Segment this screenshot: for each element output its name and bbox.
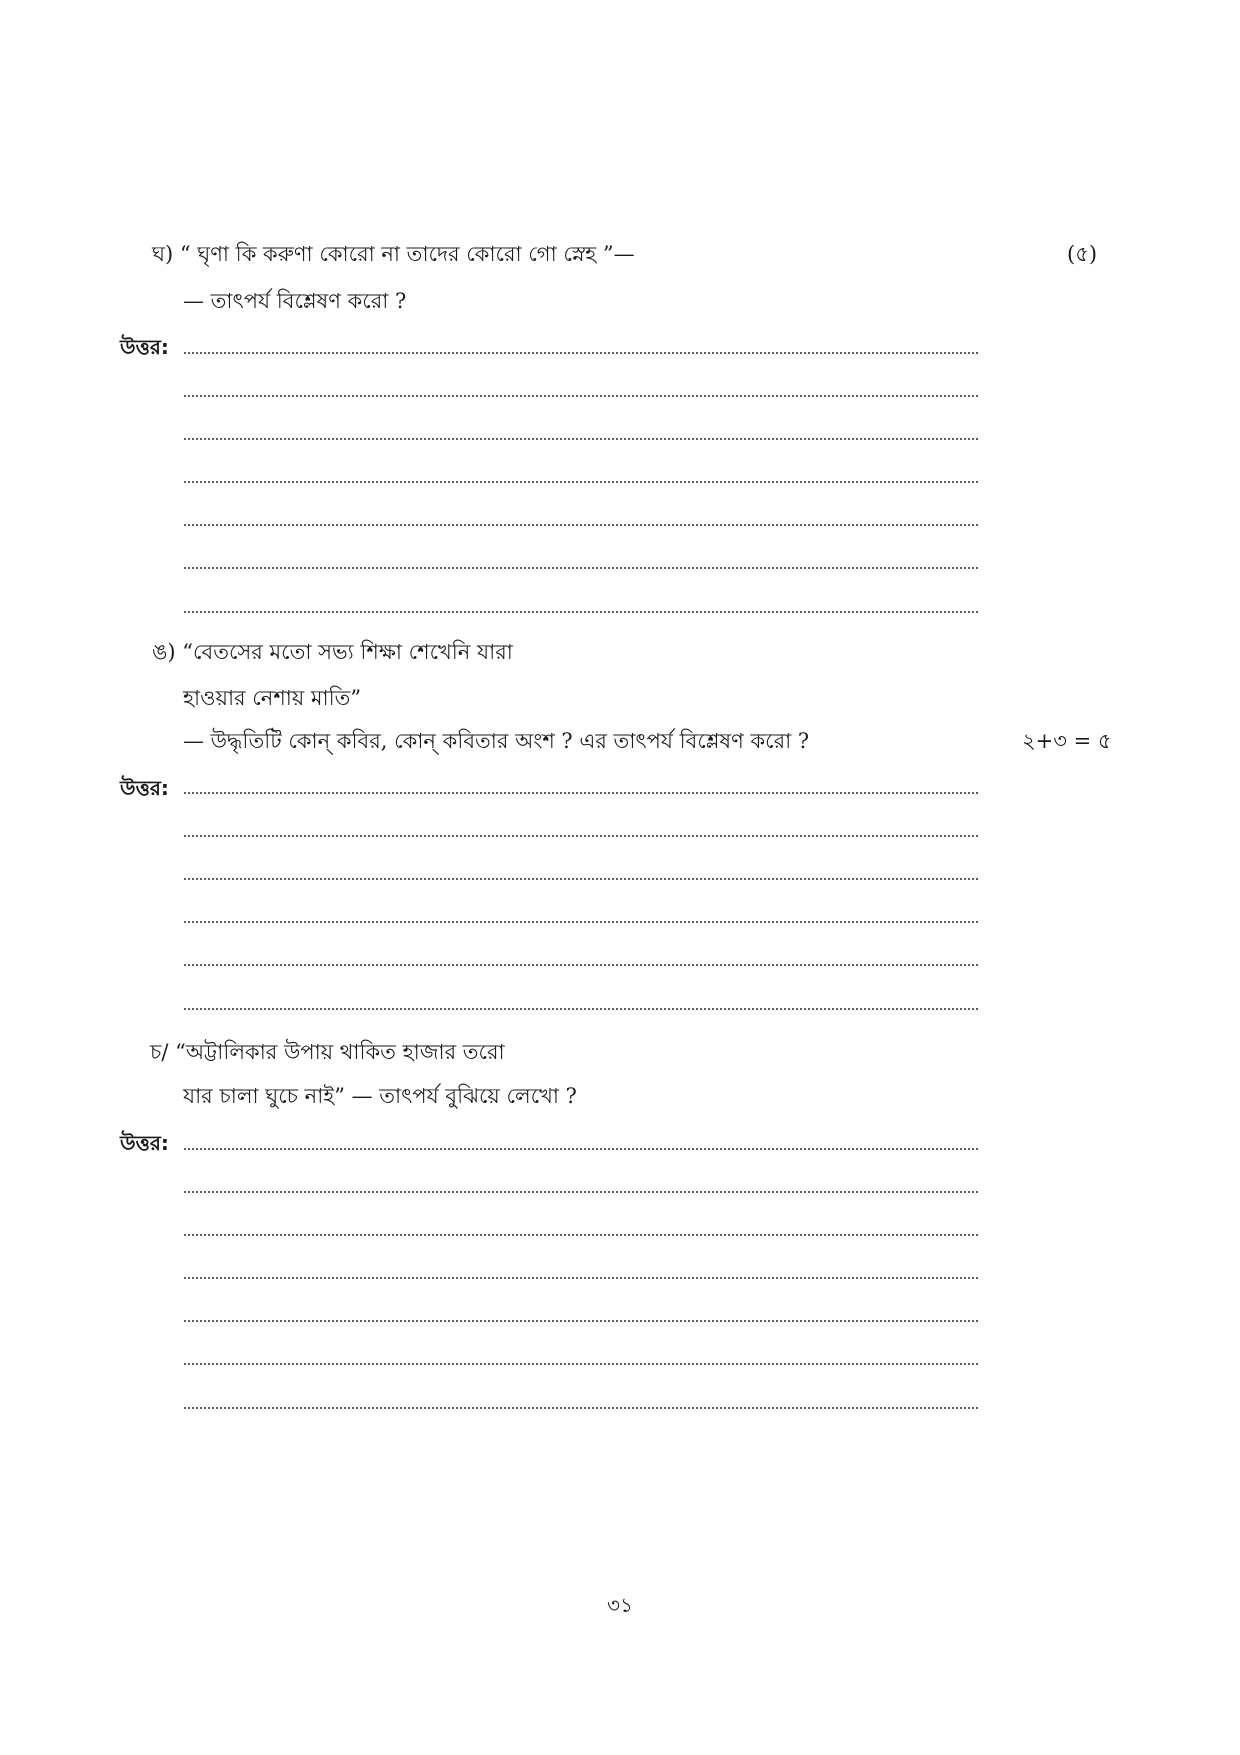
answer-line[interactable]: [183, 1234, 979, 1236]
answer-line[interactable]: [183, 567, 979, 569]
question-gha-line-2: — তাৎপর্য বিশ্লেষণ করো ?: [183, 289, 407, 313]
page-number: ৩১: [607, 1593, 633, 1617]
answer-line[interactable]: [183, 792, 979, 794]
answer-line[interactable]: [183, 921, 979, 923]
answer-line[interactable]: [183, 1008, 979, 1010]
answer-line[interactable]: [183, 524, 979, 526]
answer-line[interactable]: [183, 438, 979, 440]
question-nga-marks: ২+৩ = ৫: [1022, 729, 1112, 753]
answer-label-gha: উত্তর:: [120, 335, 169, 359]
question-nga-line-2: হাওয়ার নেশায় মাতি”: [183, 686, 362, 710]
answer-line[interactable]: [183, 481, 979, 483]
answer-line[interactable]: [183, 1320, 979, 1322]
answer-line[interactable]: [183, 1191, 979, 1193]
answer-line[interactable]: [183, 395, 979, 397]
question-cha-line-2: যার চালা ঘুচে নাই” — তাৎপর্য বুঝিয়ে লেখো ?: [183, 1084, 577, 1108]
question-cha-line-1: চ/ “অট্টালিকার উপায় থাকিত হাজার তরো: [150, 1040, 505, 1064]
question-gha-line-1: ঘ) “ ঘৃণা কি করুণা কোরো না তাদের কোরো গো স্নেহ ”—: [152, 242, 635, 266]
answer-line[interactable]: [183, 835, 979, 837]
question-nga-line-1: ঙ) “বেতসের মতো সভ্য শিক্ষা শেখেনি যারা: [152, 640, 513, 664]
answer-line[interactable]: [183, 878, 979, 880]
question-nga-line-3: — উদ্ধৃতিটি কোন্ কবির, কোন্ কবিতার অংশ ? এর তাৎপর্য বিশ্লেষণ করো ?: [183, 729, 810, 753]
answer-line[interactable]: [183, 1277, 979, 1279]
answer-line[interactable]: [183, 1407, 979, 1409]
answer-label-nga: উত্তর:: [120, 776, 169, 800]
question-gha-marks: (৫): [1067, 242, 1098, 266]
answer-line[interactable]: [183, 352, 979, 354]
answer-line[interactable]: [183, 964, 979, 966]
answer-line[interactable]: [183, 1148, 979, 1150]
answer-line[interactable]: [183, 1363, 979, 1365]
answer-line[interactable]: [183, 611, 979, 613]
answer-label-cha: উত্তর:: [120, 1131, 169, 1155]
